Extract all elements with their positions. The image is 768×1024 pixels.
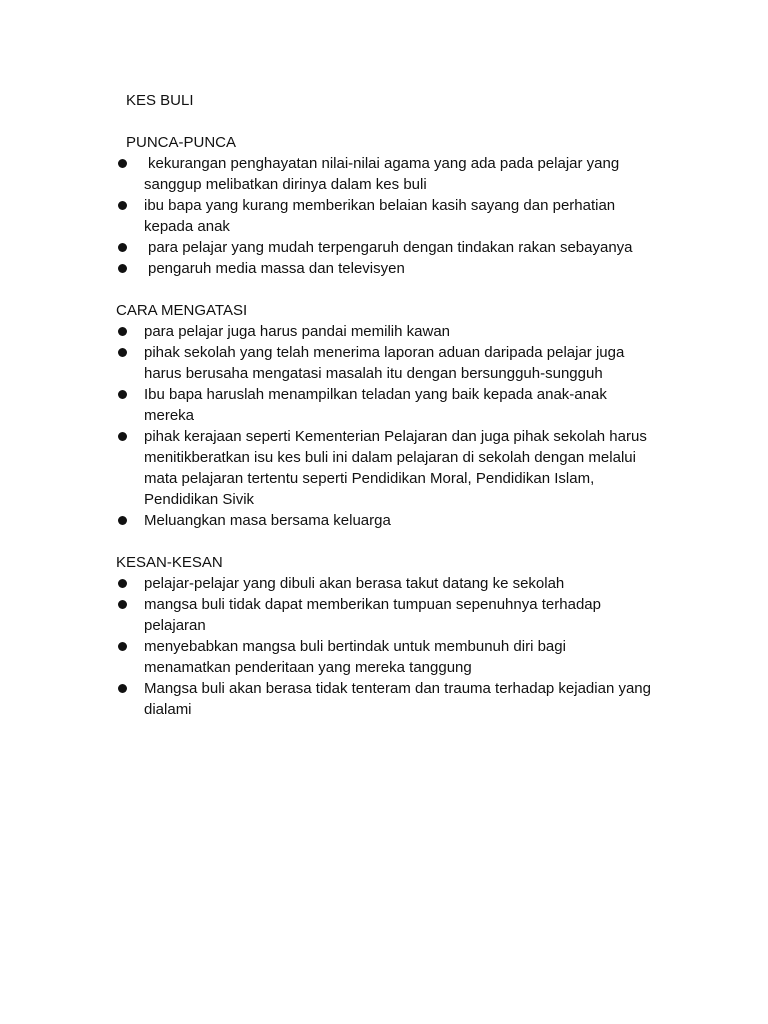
bullet-list [116,153,656,279]
list-item [116,510,656,531]
list-item-text: pihak sekolah yang telah menerima laporan aduan daripada pelajar juga harus berusaha mengatasi masalah itu dengan bersungguh-sungguh [144,344,625,382]
bullet-icon [118,600,127,609]
bullet-icon [118,432,127,441]
list-item-text: pihak kerajaan seperti Kementerian Pelajaran dan juga pihak sekolah harus menitikberatkan isu kes buli ini dalam pelajaran di sekolah dengan melalui mata pelajaran tertentu seperti Pendidikan Moral, Pendidikan Islam, Pendidikan Sivik [144,428,647,508]
bullet-icon [118,579,127,588]
section-cara-mengatasi [116,300,656,531]
list-item [116,678,656,720]
list-item-text: Ibu bapa haruslah menampilkan teladan yang baik kepada anak-anak mereka [144,386,607,424]
list-item-text: Meluangkan masa bersama keluarga [144,512,391,529]
list-item [116,342,656,384]
list-item [116,573,656,594]
bullet-icon [118,159,127,168]
list-item [116,237,656,258]
document-body [116,90,656,741]
bullet-icon [118,201,127,210]
bullet-icon [118,390,127,399]
list-item-text: para pelajar juga harus pandai memilih kawan [144,323,451,340]
list-item-text: para pelajar yang mudah terpengaruh dengan tindakan rakan sebayanya [148,239,633,256]
list-item [116,195,656,237]
bullet-icon [118,243,127,252]
list-item [116,426,656,510]
list-item-text: kekurangan penghayatan nilai-nilai agama yang ada pada pelajar yang sanggup melibatkan dirinya dalam kes buli [144,155,620,193]
list-item [116,636,656,678]
document-title: KES BULI [126,92,194,109]
list-item-text: mangsa buli tidak dapat memberikan tumpuan sepenuhnya terhadap pelajaran [144,596,601,634]
list-item-text: Mangsa buli akan berasa tidak tenteram dan trauma terhadap kejadian yang dialami [144,680,651,718]
list-item-text: menyebabkan mangsa buli bertindak untuk membunuh diri bagi menamatkan penderitaan yang mereka tanggung [144,638,566,676]
list-item [116,153,656,195]
list-item [116,258,656,279]
list-item-text: ibu bapa yang kurang memberikan belaian kasih sayang dan perhatian kepada anak [144,197,616,235]
section-heading: KESAN-KESAN [116,554,223,571]
bullet-icon [118,327,127,336]
list-item [116,384,656,426]
bullet-list [116,573,656,720]
section-heading: PUNCA-PUNCA [126,134,237,151]
section-kesan [116,552,656,720]
bullet-icon [118,642,127,651]
bullet-icon [118,516,127,525]
section-punca [116,132,656,279]
bullet-icon [118,264,127,273]
list-item [116,321,656,342]
list-item [116,594,656,636]
bullet-list [116,321,656,531]
list-item-text: pelajar-pelajar yang dibuli akan berasa takut datang ke sekolah [144,575,565,592]
bullet-icon [118,684,127,693]
list-item-text: pengaruh media massa dan televisyen [148,260,405,277]
bullet-icon [118,348,127,357]
section-heading: CARA MENGATASI [116,302,248,319]
